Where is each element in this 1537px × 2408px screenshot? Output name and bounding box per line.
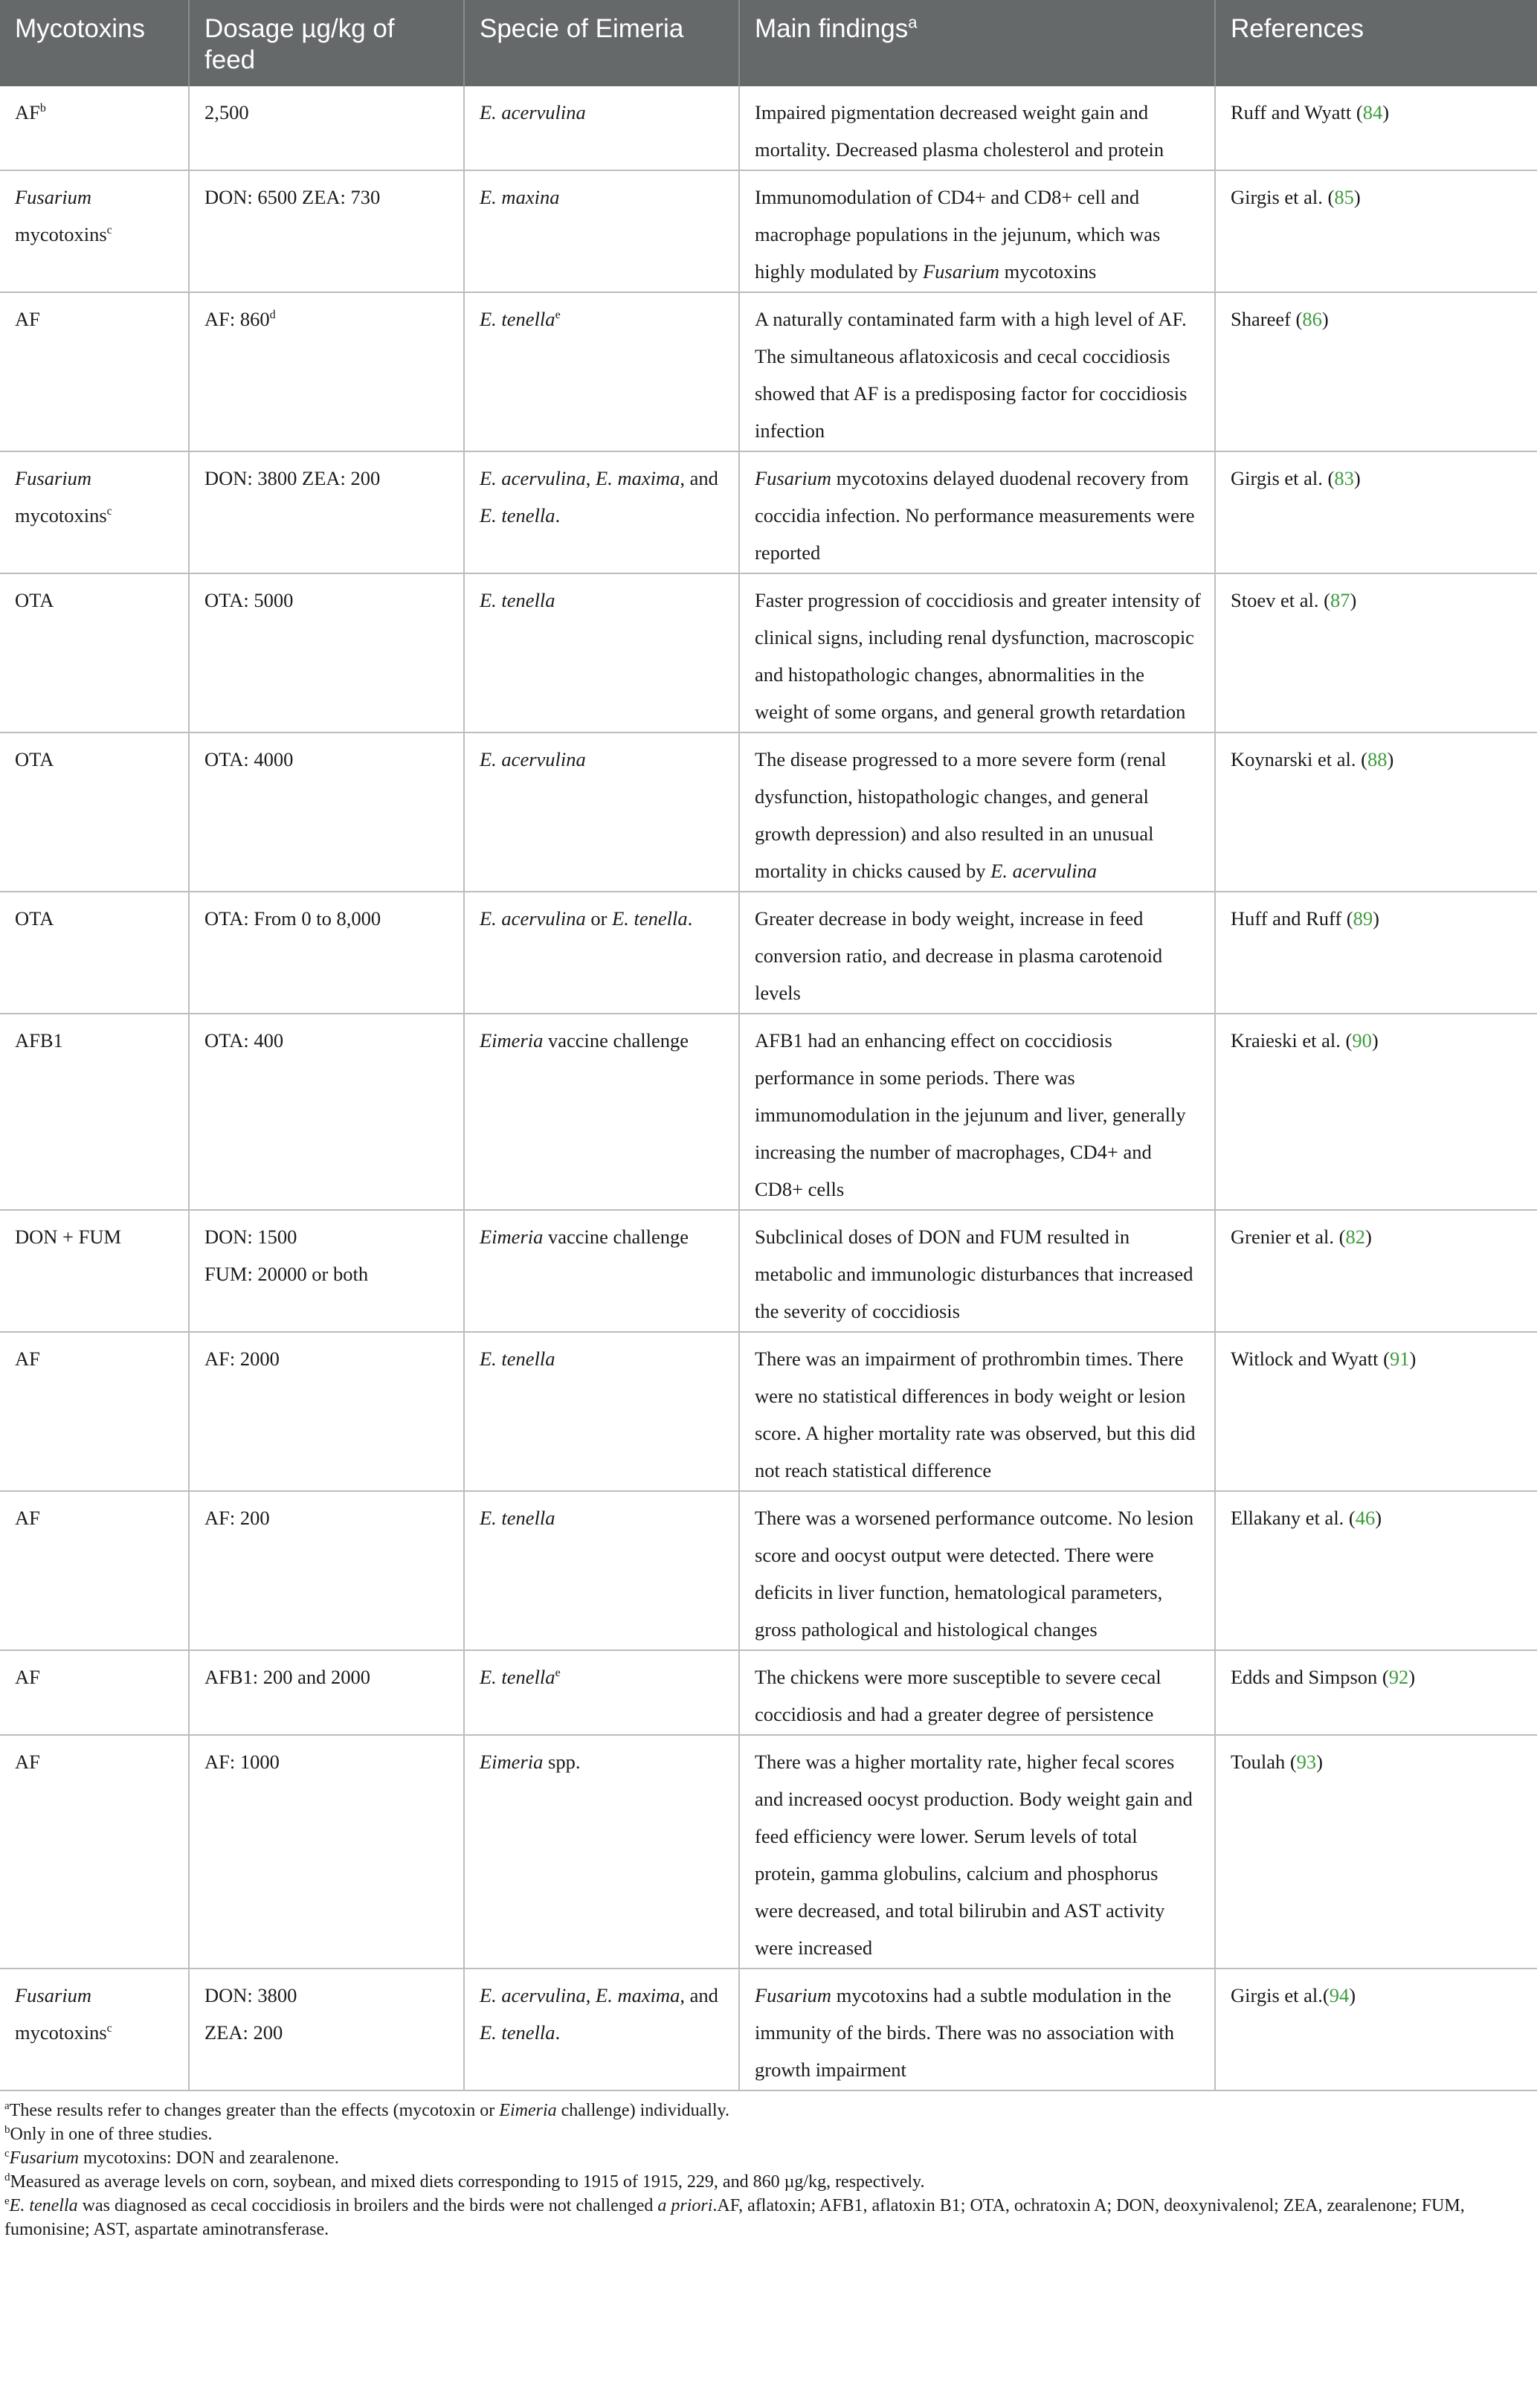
text: There was a higher mortality rate, higher fecal scores and increased oocyst production. Body weight gain and feed efficiency were lower. Serum levels of total protein, gamma globulins, calcium and phosphorus were decreased, and total bilirubin and AST activity were increased <box>755 1751 1193 1959</box>
reference-link[interactable]: 87 <box>1330 589 1350 611</box>
reference-cell <box>1215 292 1537 451</box>
text: . <box>687 907 693 930</box>
reference-cell <box>1215 1650 1537 1735</box>
text: , and <box>680 1984 718 2006</box>
text: Huff and Ruff ( <box>1231 907 1353 930</box>
text: AF <box>15 1666 40 1688</box>
header-row <box>0 0 1537 86</box>
italic-text: Fusarium <box>755 1984 832 2006</box>
mycotoxin-cell <box>0 1735 189 1968</box>
dosage-cell <box>189 292 464 451</box>
footnote-mark: c <box>106 2022 112 2035</box>
footnote-mark: d <box>269 309 276 322</box>
dosage-cell <box>189 170 464 292</box>
mycotoxin-cell <box>0 451 189 573</box>
findings-cell <box>739 1210 1215 1332</box>
italic-text: E. tenella <box>480 1666 555 1688</box>
reference-cell <box>1215 892 1537 1014</box>
italic-text: E. maxima <box>596 1984 680 2006</box>
italic-text: Fusarium <box>755 467 832 489</box>
findings-cell <box>739 1014 1215 1210</box>
text: .AF, aflatoxin; AFB1, aflatoxin B1; OTA, ochratoxin A; DON, deoxynivalenol; ZEA, zearalenone; FUM, fumonisine; AST, aspartate aminotransferase. <box>4 2196 1465 2239</box>
italic-text: E. tenella <box>480 308 555 330</box>
reference-link[interactable]: 84 <box>1362 101 1383 123</box>
header-specie <box>464 0 739 86</box>
text: Stoev et al. ( <box>1231 589 1330 611</box>
specie-cell <box>464 292 739 451</box>
text: Immunomodulation of CD4+ and CD8+ cell and macrophage populations in the jejunum, which was highly modulated by <box>755 186 1161 283</box>
reference-cell <box>1215 1014 1537 1210</box>
text: DON: 1500 <box>204 1226 297 1248</box>
specie-cell <box>464 1332 739 1491</box>
text: Subclinical doses of DON and FUM resulted in metabolic and immunologic disturbances that increased the severity of coccidiosis <box>755 1226 1193 1322</box>
table-footnotes <box>0 2091 1537 2241</box>
text: Koynarski et al. ( <box>1231 748 1367 770</box>
text: mycotoxins <box>15 2021 107 2044</box>
text: The chickens were more susceptible to severe cecal coccidiosis and had a greater degree of persistence <box>755 1666 1161 1725</box>
italic-text: E. tenella <box>480 1507 555 1529</box>
italic-text: Eimeria <box>480 1226 544 1248</box>
specie-cell <box>464 1491 739 1650</box>
text: DON: 6500 ZEA: 730 <box>204 186 381 208</box>
text: Grenier et al. ( <box>1231 1226 1346 1248</box>
text: ) <box>1382 101 1390 123</box>
findings-cell <box>739 1735 1215 1968</box>
table-body <box>0 86 1537 2090</box>
italic-text: E. tenella <box>480 1348 555 1370</box>
header-findings-footnote-mark: a <box>908 13 918 32</box>
specie-cell <box>464 892 739 1014</box>
text: mycotoxins <box>999 260 1097 283</box>
reference-link[interactable]: 90 <box>1352 1029 1372 1052</box>
text: ) <box>1375 1507 1382 1529</box>
footnote-mark: e <box>555 1667 561 1680</box>
dosage-cell <box>189 1968 464 2090</box>
text: Kraieski et al. ( <box>1231 1029 1353 1052</box>
text: Girgis et al. ( <box>1231 186 1335 208</box>
reference-cell <box>1215 1968 1537 2090</box>
reference-link[interactable]: 91 <box>1389 1348 1410 1370</box>
text: OTA: 400 <box>204 1029 284 1052</box>
footnote-mark: c <box>106 224 112 237</box>
text: vaccine challenge <box>543 1226 689 1248</box>
mycotoxin-cell <box>0 170 189 292</box>
footnote <box>4 2194 1530 2241</box>
text: Girgis et al.( <box>1231 1984 1330 2006</box>
table-row <box>0 451 1537 573</box>
findings-cell <box>739 292 1215 451</box>
table-row <box>0 1014 1537 1210</box>
text: . <box>555 504 561 527</box>
reference-cell <box>1215 170 1537 292</box>
reference-cell <box>1215 1210 1537 1332</box>
mycotoxin-cell <box>0 1332 189 1491</box>
text: ) <box>1387 748 1394 770</box>
mycotoxin-cell <box>0 1968 189 2090</box>
table-row <box>0 1210 1537 1332</box>
text: Toulah ( <box>1231 1751 1297 1773</box>
text: challenge) individually. <box>556 2101 729 2120</box>
italic-text: E. maxina <box>480 186 560 208</box>
text: AF: 2000 <box>204 1348 280 1370</box>
text: mycotoxins: DON and zearalenone. <box>79 2148 339 2168</box>
specie-cell <box>464 1735 739 1968</box>
findings-cell <box>739 892 1215 1014</box>
findings-cell <box>739 170 1215 292</box>
text: Measured as average levels on corn, soybean, and mixed diets corresponding to 1915 of 1915, 229, and 860 µg/kg, respectively. <box>10 2172 925 2192</box>
italic-text: Fusarium <box>15 467 92 489</box>
reference-link[interactable]: 93 <box>1296 1751 1317 1773</box>
italic-text: E. tenella <box>612 907 688 930</box>
text: ) <box>1316 1751 1323 1773</box>
text: FUM: 20000 or both <box>204 1263 369 1285</box>
text: ) <box>1349 1984 1356 2006</box>
specie-cell <box>464 170 739 292</box>
text: AF <box>15 308 40 330</box>
text: ZEA: 200 <box>204 2021 283 2044</box>
text: OTA <box>15 589 54 611</box>
text: vaccine challenge <box>543 1029 689 1052</box>
findings-cell <box>739 1968 1215 2090</box>
reference-link[interactable]: 83 <box>1334 467 1354 489</box>
text: Witlock and Wyatt ( <box>1231 1348 1390 1370</box>
text: Ellakany et al. ( <box>1231 1507 1356 1529</box>
table-row <box>0 292 1537 451</box>
header-mycotoxins <box>0 0 189 86</box>
italic-text: E. tenella <box>9 2196 78 2215</box>
table-row <box>0 1332 1537 1491</box>
text: , <box>585 1984 596 2006</box>
footnote <box>4 2122 1530 2146</box>
specie-cell <box>464 86 739 170</box>
italic-text: Fusarium <box>922 260 1000 283</box>
text: OTA: From 0 to 8,000 <box>204 907 381 930</box>
text: These results refer to changes greater than the effects (mycotoxin or <box>9 2101 500 2120</box>
italic-text: Fusarium <box>15 186 92 208</box>
text: AF <box>15 101 40 123</box>
findings-cell <box>739 86 1215 170</box>
footnote-mark: c <box>4 2148 10 2160</box>
reference-cell <box>1215 1491 1537 1650</box>
specie-cell <box>464 1650 739 1735</box>
footnote-mark: d <box>4 2172 10 2183</box>
text: OTA: 5000 <box>204 589 294 611</box>
dosage-cell <box>189 86 464 170</box>
italic-text: E. tenella <box>480 2021 555 2044</box>
table-row <box>0 86 1537 170</box>
text: Shareef ( <box>1231 308 1303 330</box>
italic-text: E. tenella <box>480 589 555 611</box>
text: Only in one of three studies. <box>10 2125 213 2144</box>
footnote <box>4 2146 1530 2170</box>
specie-cell <box>464 451 739 573</box>
mycotoxin-cell <box>0 292 189 451</box>
italic-text: E. acervulina <box>480 467 586 489</box>
footnote-mark: b <box>4 2124 10 2136</box>
italic-text: E. acervulina <box>480 748 586 770</box>
reference-link[interactable]: 85 <box>1334 186 1354 208</box>
text: ) <box>1365 1226 1372 1248</box>
specie-cell <box>464 573 739 733</box>
mycotoxin-cell <box>0 86 189 170</box>
text: OTA: 4000 <box>204 748 294 770</box>
text: DON + FUM <box>15 1226 122 1248</box>
italic-text: a priori <box>657 2196 713 2215</box>
text: DON: 3800 ZEA: 200 <box>204 467 381 489</box>
table-row <box>0 1968 1537 2090</box>
text: AFB1 <box>15 1029 63 1052</box>
table-row <box>0 573 1537 733</box>
dosage-cell <box>189 1735 464 1968</box>
header-references-label: References <box>1231 14 1364 43</box>
text: AF <box>15 1348 40 1370</box>
text: AF <box>15 1507 40 1529</box>
reference-cell <box>1215 451 1537 573</box>
table-row <box>0 1735 1537 1968</box>
text: AF: 860 <box>204 308 270 330</box>
dosage-cell <box>189 892 464 1014</box>
text: ) <box>1353 186 1361 208</box>
text: AF <box>15 1751 40 1773</box>
italic-text: E. tenella <box>480 504 555 527</box>
reference-cell <box>1215 86 1537 170</box>
specie-cell <box>464 733 739 892</box>
footnote-mark: e <box>4 2195 10 2207</box>
text: AFB1 had an enhancing effect on coccidiosis performance in some periods. There was immunomodulation in the jejunum and liver, generally increasing the number of macrophages, CD4+ and CD8+ cells <box>755 1029 1186 1200</box>
findings-cell <box>739 733 1215 892</box>
table-header <box>0 0 1537 86</box>
reference-cell <box>1215 733 1537 892</box>
italic-text: E. acervulina <box>480 1984 586 2006</box>
reference-link[interactable]: 86 <box>1302 308 1322 330</box>
mycotoxin-cell <box>0 1650 189 1735</box>
text: or <box>585 907 613 930</box>
header-mycotoxins-label: Mycotoxins <box>15 14 146 43</box>
italic-text: Eimeria <box>480 1751 544 1773</box>
text: ) <box>1350 589 1357 611</box>
text: ) <box>1321 308 1329 330</box>
text: There was a worsened performance outcome. No lesion score and oocyst output were detected. There were deficits in liver function, hematological parameters, gross pathological and histological changes <box>755 1507 1194 1641</box>
footnote-mark: e <box>555 309 561 322</box>
findings-cell <box>739 1491 1215 1650</box>
reference-link[interactable]: 94 <box>1329 1984 1350 2006</box>
dosage-cell <box>189 573 464 733</box>
reference-cell <box>1215 573 1537 733</box>
text: mycotoxins delayed duodenal recovery from coccidia infection. No performance measurements were reported <box>755 467 1195 564</box>
reference-link[interactable]: 46 <box>1355 1507 1376 1529</box>
mycotoxin-cell <box>0 1014 189 1210</box>
text: ) <box>1371 1029 1379 1052</box>
reference-cell <box>1215 1735 1537 1968</box>
mycotoxin-cell <box>0 1210 189 1332</box>
dosage-cell <box>189 451 464 573</box>
specie-cell <box>464 1210 739 1332</box>
text: OTA <box>15 748 54 770</box>
text: mycotoxins had a subtle modulation in the immunity of the birds. There was no association with growth impairment <box>755 1984 1175 2081</box>
italic-text: Fusarium <box>15 1984 92 2006</box>
text: ) <box>1409 1348 1417 1370</box>
footnote-mark: b <box>39 102 46 115</box>
reference-link[interactable]: 88 <box>1367 748 1388 770</box>
footnote-mark: c <box>106 505 112 518</box>
dosage-cell <box>189 733 464 892</box>
header-findings <box>739 0 1215 86</box>
text: ) <box>1373 907 1379 930</box>
mycotoxin-cell <box>0 1491 189 1650</box>
footnote-mark: a <box>4 2100 10 2112</box>
specie-cell <box>464 1968 739 2090</box>
mycotoxin-cell <box>0 892 189 1014</box>
text: . <box>555 2021 561 2044</box>
text: , and <box>680 467 718 489</box>
dosage-cell <box>189 1014 464 1210</box>
text: mycotoxins <box>15 504 107 527</box>
text: 2,500 <box>204 101 249 123</box>
findings-cell <box>739 451 1215 573</box>
table-row <box>0 170 1537 292</box>
text: Greater decrease in body weight, increase in feed conversion ratio, and decrease in plasma carotenoid levels <box>755 907 1163 1004</box>
italic-text: Eimeria <box>499 2101 557 2120</box>
text: Edds and Simpson ( <box>1231 1666 1389 1688</box>
header-references <box>1215 0 1537 86</box>
table-row <box>0 1491 1537 1650</box>
text: OTA <box>15 907 54 930</box>
dosage-cell <box>189 1491 464 1650</box>
text: The disease progressed to a more severe form (renal dysfunction, histopathologic changes, and general growth depression) and also resulted in an unusual mortality in chicks caused by <box>755 748 1167 882</box>
text: AF: 200 <box>204 1507 270 1529</box>
text: ) <box>1408 1666 1416 1688</box>
table-row <box>0 733 1537 892</box>
footnote <box>4 2099 1530 2122</box>
header-dosage <box>189 0 464 86</box>
italic-text: E. acervulina <box>480 907 586 930</box>
header-dosage-label: Dosage µg/kg of feed <box>204 14 395 74</box>
italic-text: E. acervulina <box>990 860 1097 882</box>
reference-link[interactable]: 92 <box>1388 1666 1409 1688</box>
dosage-cell <box>189 1210 464 1332</box>
dosage-cell <box>189 1332 464 1491</box>
text: AF: 1000 <box>204 1751 280 1773</box>
text: Ruff and Wyatt ( <box>1231 101 1363 123</box>
text: DON: 3800 <box>204 1984 297 2006</box>
text: A naturally contaminated farm with a high level of AF. The simultaneous aflatoxicosis and cecal coccidiosis showed that AF is a predisposing factor for coccidiosis infection <box>755 308 1188 442</box>
mycotoxin-cell <box>0 573 189 733</box>
dosage-cell <box>189 1650 464 1735</box>
mycotoxin-cell <box>0 733 189 892</box>
text: Impaired pigmentation decreased weight gain and mortality. Decreased plasma cholesterol and protein <box>755 101 1164 161</box>
header-findings-label: Main findings <box>755 14 909 43</box>
italic-text: Eimeria <box>480 1029 544 1052</box>
text: was diagnosed as cecal coccidiosis in broilers and the birds were not challenged <box>77 2196 658 2215</box>
findings-cell <box>739 573 1215 733</box>
text: Faster progression of coccidiosis and greater intensity of clinical signs, including renal dysfunction, macroscopic and histopathologic changes, abnormalities in the weight of some organs, and general growth retardation <box>755 589 1201 723</box>
italic-text: E. maxima <box>596 467 680 489</box>
reference-link[interactable]: 82 <box>1345 1226 1365 1248</box>
reference-link[interactable]: 89 <box>1353 907 1373 930</box>
table-row <box>0 1650 1537 1735</box>
header-specie-label: Specie of Eimeria <box>480 14 684 43</box>
text: ) <box>1353 467 1361 489</box>
table-row <box>0 892 1537 1014</box>
text: mycotoxins <box>15 223 107 245</box>
italic-text: E. acervulina <box>480 101 586 123</box>
text: spp. <box>543 1751 581 1773</box>
text: , <box>585 467 596 489</box>
findings-cell <box>739 1332 1215 1491</box>
text: Girgis et al. ( <box>1231 467 1335 489</box>
reference-cell <box>1215 1332 1537 1491</box>
findings-cell <box>739 1650 1215 1735</box>
text: There was an impairment of prothrombin times. There were no statistical differences in body weight or lesion score. A higher mortality rate was observed, but this did not reach statistical difference <box>755 1348 1196 1481</box>
footnote <box>4 2170 1530 2194</box>
text: AFB1: 200 and 2000 <box>204 1666 371 1688</box>
italic-text: Fusarium <box>9 2148 80 2168</box>
specie-cell <box>464 1014 739 1210</box>
